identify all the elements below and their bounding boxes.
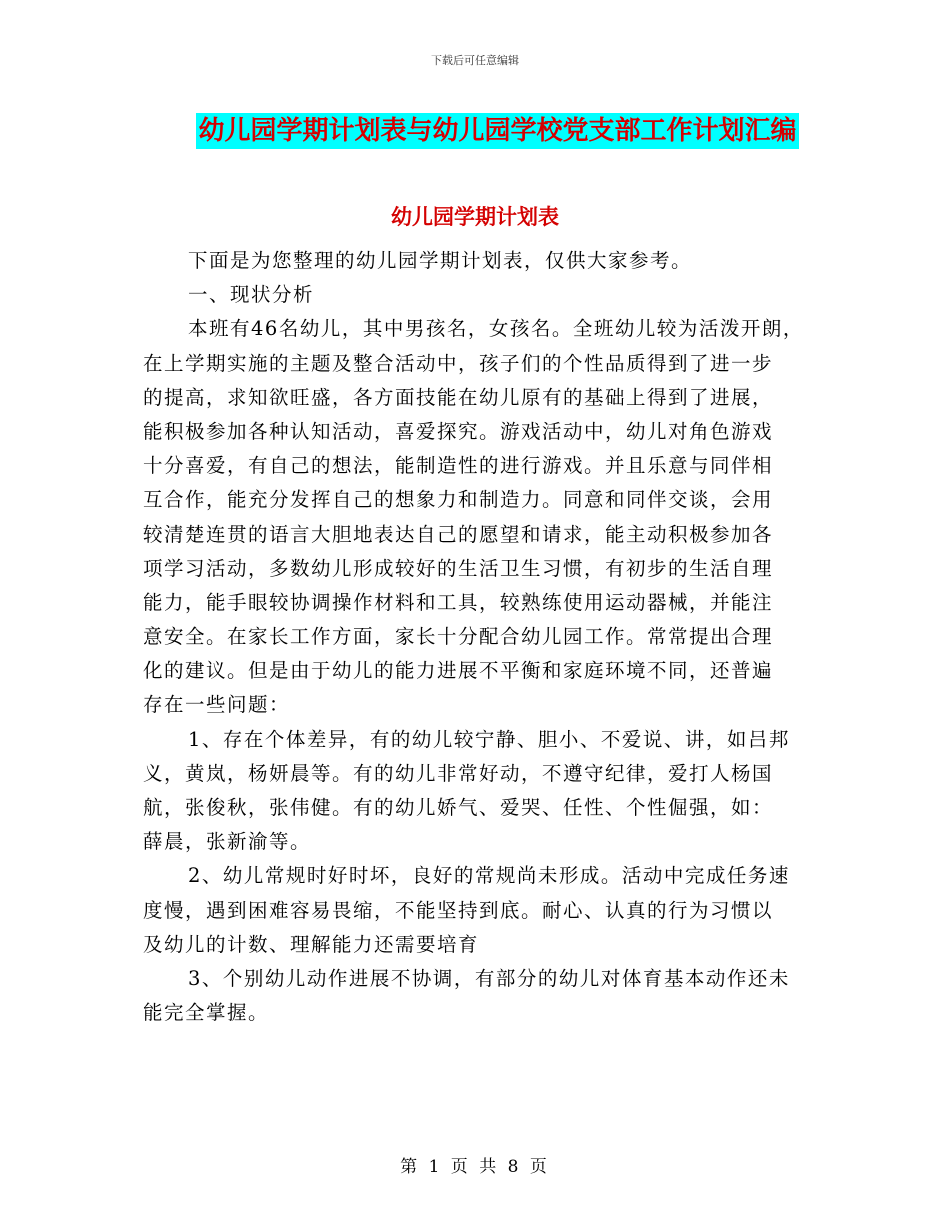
paragraph-line: 能完全掌握。 xyxy=(143,1001,270,1025)
paragraph-line: 的提高，求知欲旺盛，各方面技能在幼儿原有的基础上得到了进展， xyxy=(143,385,774,409)
paragraph-line: 项学习活动，多数幼儿形成较好的生活卫生习惯，有初步的生活自理 xyxy=(143,556,774,580)
paragraph-line: 薛晨，张新渝等。 xyxy=(143,830,312,854)
header-note: 下载后可任意编辑 xyxy=(431,54,519,67)
paragraph-line: 2、幼儿常规时好时坏，良好的常规尚未形成。活动中完成任务速 xyxy=(188,864,790,888)
body-text xyxy=(143,244,823,1030)
paragraph-line: 较清楚连贯的语言大胆地表达自己的愿望和请求，能主动积极参加各 xyxy=(143,522,774,546)
paragraph-line: 在上学期实施的主题及整合活动中，孩子们的个性品质得到了进一步 xyxy=(143,351,774,375)
paragraph-line: 及幼儿的计数、理解能力还需要培育 xyxy=(143,932,480,956)
paragraph-line: 互合作，能充分发挥自己的想象力和制造力。同意和同伴交谈，会用 xyxy=(143,488,774,512)
paragraph-line: 1、存在个体差异，有的幼儿较宁静、胆小、不爱说、讲，如吕邦 xyxy=(188,727,790,751)
paragraph-line: 义，黄岚，杨妍晨等。有的幼儿非常好动，不遵守纪律，爱打人杨国 xyxy=(143,761,774,785)
main-title-wrap xyxy=(0,113,950,149)
paragraph-line: 航，张俊秋，张伟健。有的幼儿娇气、爱哭、任性、个性倔强，如： xyxy=(143,796,774,819)
paragraph-line: 3、个别幼儿动作进展不协调，有部分的幼儿对体育基本动作还未 xyxy=(188,966,790,990)
main-title: 幼儿园学期计划表与幼儿园学校党支部工作计划汇编 xyxy=(196,113,798,149)
paragraph-line: 一、现状分析 xyxy=(188,283,315,307)
page-number: 第 1 页 共 8 页 xyxy=(400,1157,550,1177)
paragraph-line: 度慢，遇到困难容易畏缩，不能坚持到底。耐心、认真的行为习惯以 xyxy=(143,898,774,922)
section-title: 幼儿园学期计划表 xyxy=(391,205,559,229)
paragraph-line: 本班有46名幼儿，其中男孩名，女孩名。全班幼儿较为活泼开朗， xyxy=(188,317,804,341)
paragraph-line: 化的建议。但是由于幼儿的能力进展不平衡和家庭环境不同，还普遍 xyxy=(143,659,774,683)
paragraph-line: 能积极参加各种认知活动，喜爱探究。游戏活动中，幼儿对角色游戏 xyxy=(143,419,774,443)
paragraph-line: 十分喜爱，有自己的想法，能制造性的进行游戏。并且乐意与同伴相 xyxy=(143,454,774,478)
paragraph-line: 下面是为您整理的幼儿园学期计划表，仅供大家参考。 xyxy=(188,249,693,272)
paragraph-line: 意安全。在家长工作方面，家长十分配合幼儿园工作。常常提出合理 xyxy=(143,625,774,649)
paragraph-line: 能力，能手眼较协调操作材料和工具，较熟练使用运动器械，并能注 xyxy=(143,590,774,614)
paragraph-line: 存在一些问题： xyxy=(143,693,291,717)
